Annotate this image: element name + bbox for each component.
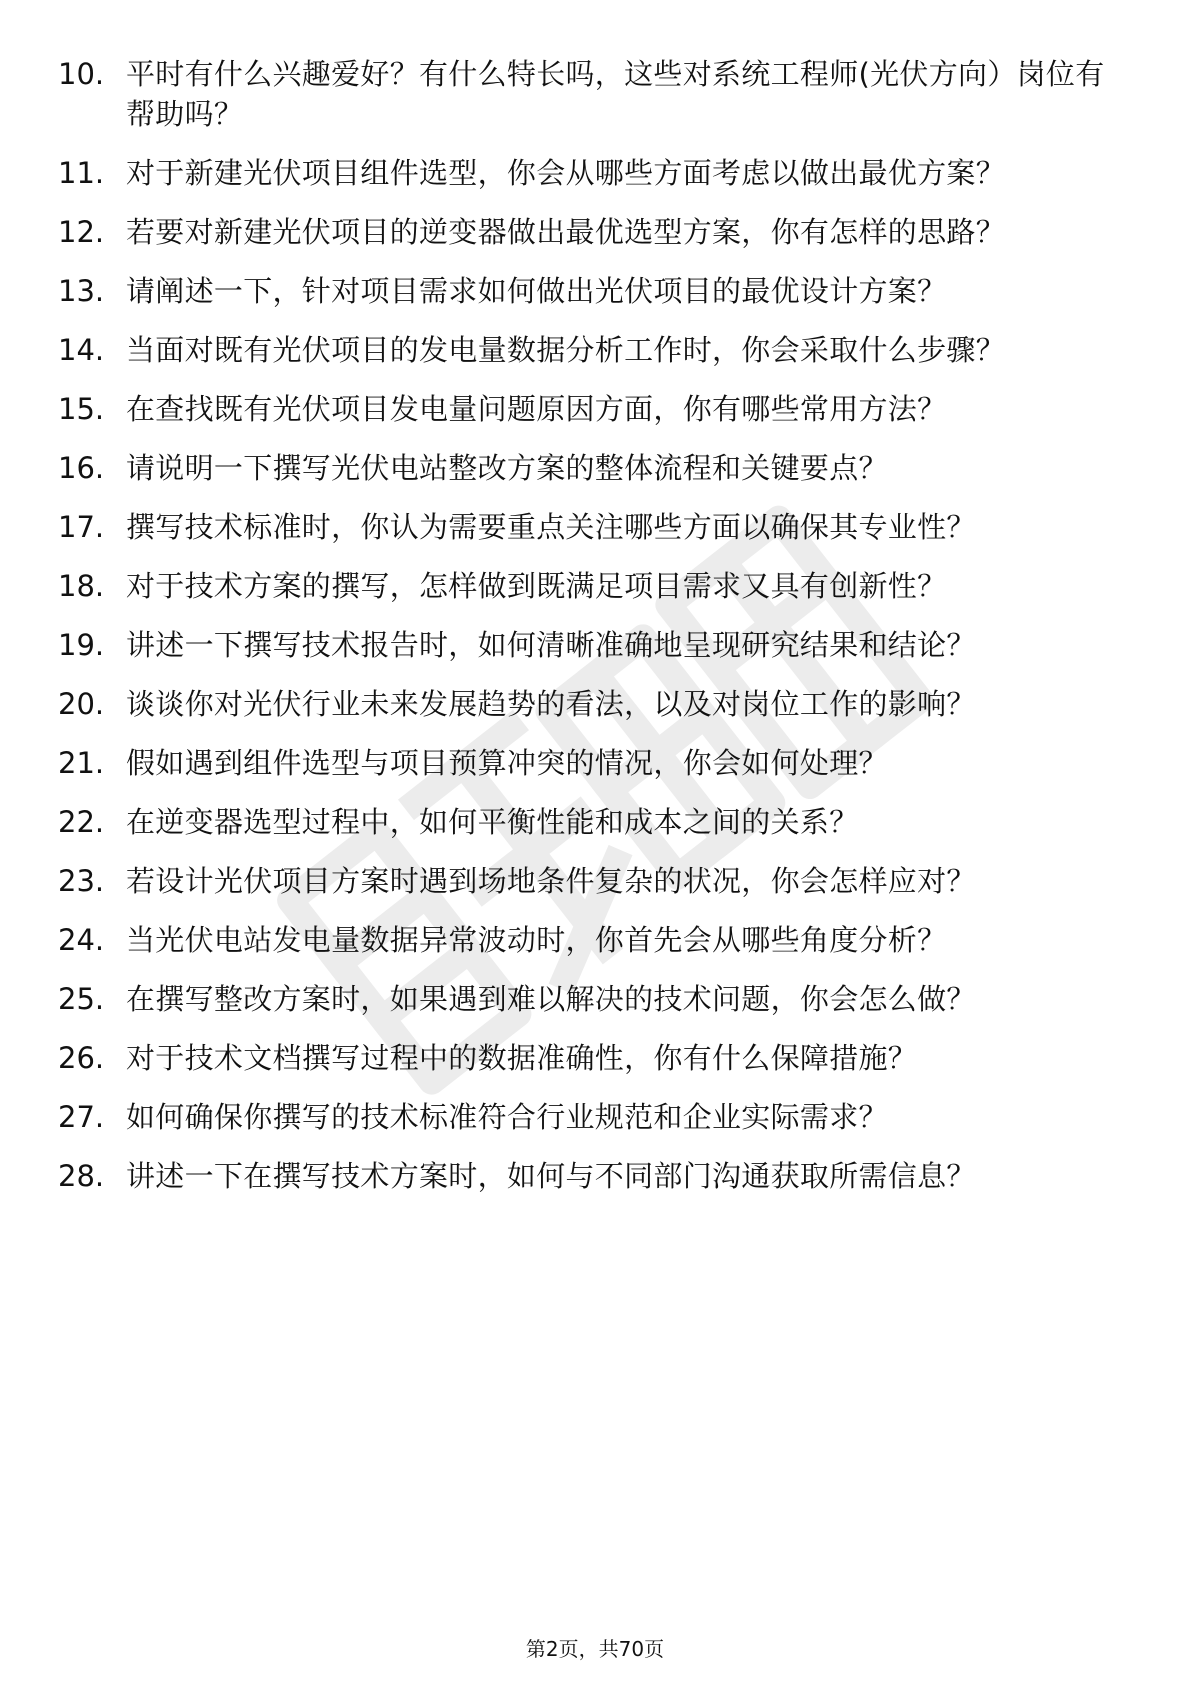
page-footer bbox=[0, 1636, 1190, 1662]
question-number: 22. bbox=[58, 805, 105, 839]
question-number: 27. bbox=[58, 1100, 105, 1134]
question-number: 17. bbox=[58, 510, 105, 544]
list-item bbox=[58, 54, 1118, 134]
list-item bbox=[58, 1038, 1118, 1078]
question-text: 若要对新建光伏项目的逆变器做出最优选型方案，你有怎样的思路？ bbox=[126, 215, 1006, 249]
question-text: 假如遇到组件选型与项目预算冲突的情况，你会如何处理？ bbox=[126, 746, 888, 780]
list-item bbox=[58, 684, 1118, 724]
list-item bbox=[58, 743, 1118, 783]
question-text: 若设计光伏项目方案时遇到场地条件复杂的状况，你会怎样应对？ bbox=[126, 864, 976, 898]
list-item bbox=[58, 389, 1118, 429]
list-item bbox=[58, 153, 1118, 193]
question-text: 在逆变器选型过程中，如何平衡性能和成本之间的关系？ bbox=[126, 805, 859, 839]
list-item bbox=[58, 271, 1118, 311]
list-item bbox=[58, 861, 1118, 901]
question-text: 对于技术文档撰写过程中的数据准确性，你有什么保障措施？ bbox=[126, 1041, 918, 1075]
list-item bbox=[58, 1097, 1118, 1137]
list-item bbox=[58, 1156, 1118, 1196]
list-item bbox=[58, 330, 1118, 370]
question-text: 撰写技术标准时，你认为需要重点关注哪些方面以确保其专业性？ bbox=[126, 510, 976, 544]
question-number: 10. bbox=[58, 57, 105, 91]
list-item bbox=[58, 566, 1118, 606]
list-item bbox=[58, 802, 1118, 842]
question-number: 18. bbox=[58, 569, 105, 603]
question-text: 谈谈你对光伏行业未来发展趋势的看法，以及对岗位工作的影响？ bbox=[126, 687, 976, 721]
question-number: 11. bbox=[58, 156, 105, 190]
question-number: 25. bbox=[58, 982, 105, 1016]
question-text: 在查找既有光伏项目发电量问题原因方面，你有哪些常用方法？ bbox=[126, 392, 947, 426]
question-number: 15. bbox=[58, 392, 105, 426]
question-text: 如何确保你撰写的技术标准符合行业规范和企业实际需求？ bbox=[126, 1100, 888, 1134]
question-text: 在撰写整改方案时，如果遇到难以解决的技术问题，你会怎么做？ bbox=[126, 982, 976, 1016]
question-number: 20. bbox=[58, 687, 105, 721]
question-text: 请阐述一下，针对项目需求如何做出光伏项目的最优设计方案？ bbox=[126, 274, 947, 308]
question-text: 平时有什么兴趣爱好？有什么特长吗，这些对系统工程师(光伏方向）岗位有帮助吗？ bbox=[126, 57, 1105, 131]
question-text: 对于新建光伏项目组件选型，你会从哪些方面考虑以做出最优方案？ bbox=[126, 156, 1006, 190]
list-item bbox=[58, 448, 1118, 488]
question-number: 14. bbox=[58, 333, 105, 367]
question-number: 24. bbox=[58, 923, 105, 957]
question-text: 当面对既有光伏项目的发电量数据分析工作时，你会采取什么步骤？ bbox=[126, 333, 1006, 367]
list-item bbox=[58, 625, 1118, 665]
question-text: 讲述一下撰写技术报告时，如何清晰准确地呈现研究结果和结论？ bbox=[126, 628, 976, 662]
list-item bbox=[58, 920, 1118, 960]
question-list bbox=[58, 54, 1118, 1215]
question-text: 当光伏电站发电量数据异常波动时，你首先会从哪些角度分析？ bbox=[126, 923, 947, 957]
question-number: 16. bbox=[58, 451, 105, 485]
question-number: 13. bbox=[58, 274, 105, 308]
question-text: 讲述一下在撰写技术方案时，如何与不同部门沟通获取所需信息？ bbox=[126, 1159, 976, 1193]
question-text: 请说明一下撰写光伏电站整改方案的整体流程和关键要点？ bbox=[126, 451, 888, 485]
list-item bbox=[58, 507, 1118, 547]
question-text: 对于技术方案的撰写，怎样做到既满足项目需求又具有创新性？ bbox=[126, 569, 947, 603]
list-item bbox=[58, 979, 1118, 1019]
page-number-label: 第2页，共70页 bbox=[525, 1637, 665, 1661]
list-item bbox=[58, 212, 1118, 252]
question-number: 12. bbox=[58, 215, 105, 249]
question-number: 26. bbox=[58, 1041, 105, 1075]
question-number: 28. bbox=[58, 1159, 105, 1193]
question-number: 21. bbox=[58, 746, 105, 780]
question-number: 23. bbox=[58, 864, 105, 898]
question-number: 19. bbox=[58, 628, 105, 662]
